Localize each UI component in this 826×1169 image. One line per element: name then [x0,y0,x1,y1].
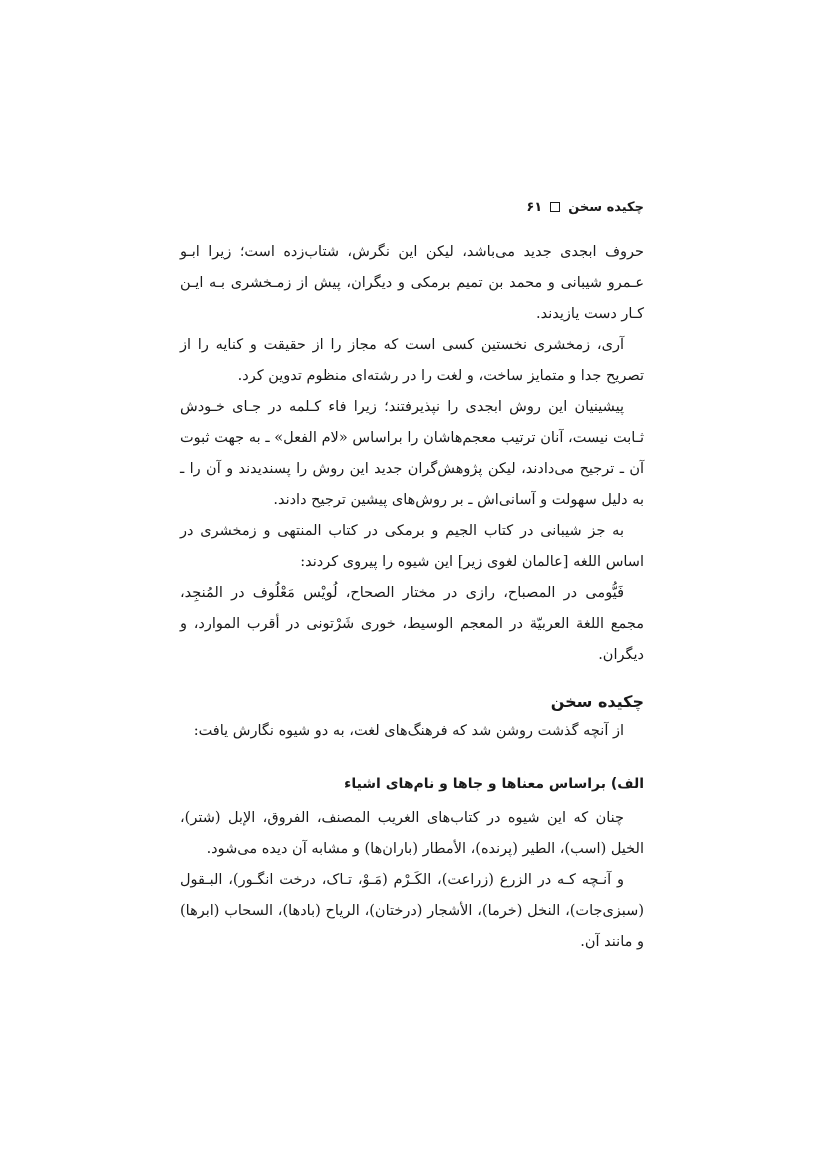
summary-paragraph-2: و آنـچه کـه در الزرع (زراعت)، الکَـرْم (مَـوْ، تـاک، درخت انگـور)، البـقول (سبزی‌جات)، النخل (خرما)، الأشجار (درختان)، الریاح (بادها)، السحاب (ابرها) و مانند آن. [180,872,644,950]
page-number: ۶۱ [526,199,543,215]
square-ornament-icon [550,202,560,212]
summary-body [180,803,644,958]
sub-heading: الف) براساس معناها و جاها و نام‌های اشیاء [344,776,644,792]
summary-intro-block [180,716,644,747]
paragraph-2: آری، زمخشری نخستین کسی است که مجاز را از حقیقت و کنایه را از تصریح جدا و متمایز ساخت، و لغت را در رشته‌ای منظوم تدوین کرد. [180,337,644,384]
section-heading: چکیده سخن [550,692,644,711]
body-text-top [180,237,644,671]
paragraph-4: به جز شیبانی در کتاب الجیم و برمکی در کتاب المنتهی و زمخشری در اساس اللغه [عالمان لغوی زیر] این شیوه را پیروی کردند: [180,523,644,570]
running-header-title: چکیده سخن [568,199,644,215]
paragraph-3: پیشینیان این روش ابجدی را نپذیرفتند؛ زیرا فاء کـلمه در جـای خـودش ثـابت نیست، آنان ترتیب معجم‌هاشان را براساس «لام الفعل» ـ به جهت ثبوت آن ـ ترجیح می‌دادند، لیکن پژوهش‌گران جدید این روش را پسندیدند و آن را ـ به دلیل سهولت و آسانی‌اش ـ بر روش‌های پیشین ترجیح دادند. [180,399,644,508]
summary-paragraph-1: چنان که این شیوه در کتاب‌های الغریب المصنف، الفروق، الإبل (شتر)، الخیل (اسب)، الطیر (پرنده)، الأمطار (باران‌ها) و مشابه آن دیده می‌شود. [180,810,644,857]
running-header [182,196,644,218]
paragraph-5: فَیُّومی در المصباح، رازی در مختار الصحاح، لُویْس مَعْلُوف در المُنجِد، مجمع اللغة العربیّة در المعجم الوسیط، خوری شَرْتونی در أقرب الموارد، و دیگران. [180,585,644,663]
summary-intro: از آنچه گذشت روشن شد که فرهنگ‌های لغت، به دو شیوه نگارش یافت: [193,723,624,739]
paragraph-1: حروف ابجدی جدید می‌باشد، لیکن این نگرش، شتاب‌زده است؛ زیرا ابـو عـمرو شیبانی و محمد بن تمیم برمکی و دیگران، پیش از زمـخشری بـه ایـن کـار دست یازیدند. [180,244,644,322]
